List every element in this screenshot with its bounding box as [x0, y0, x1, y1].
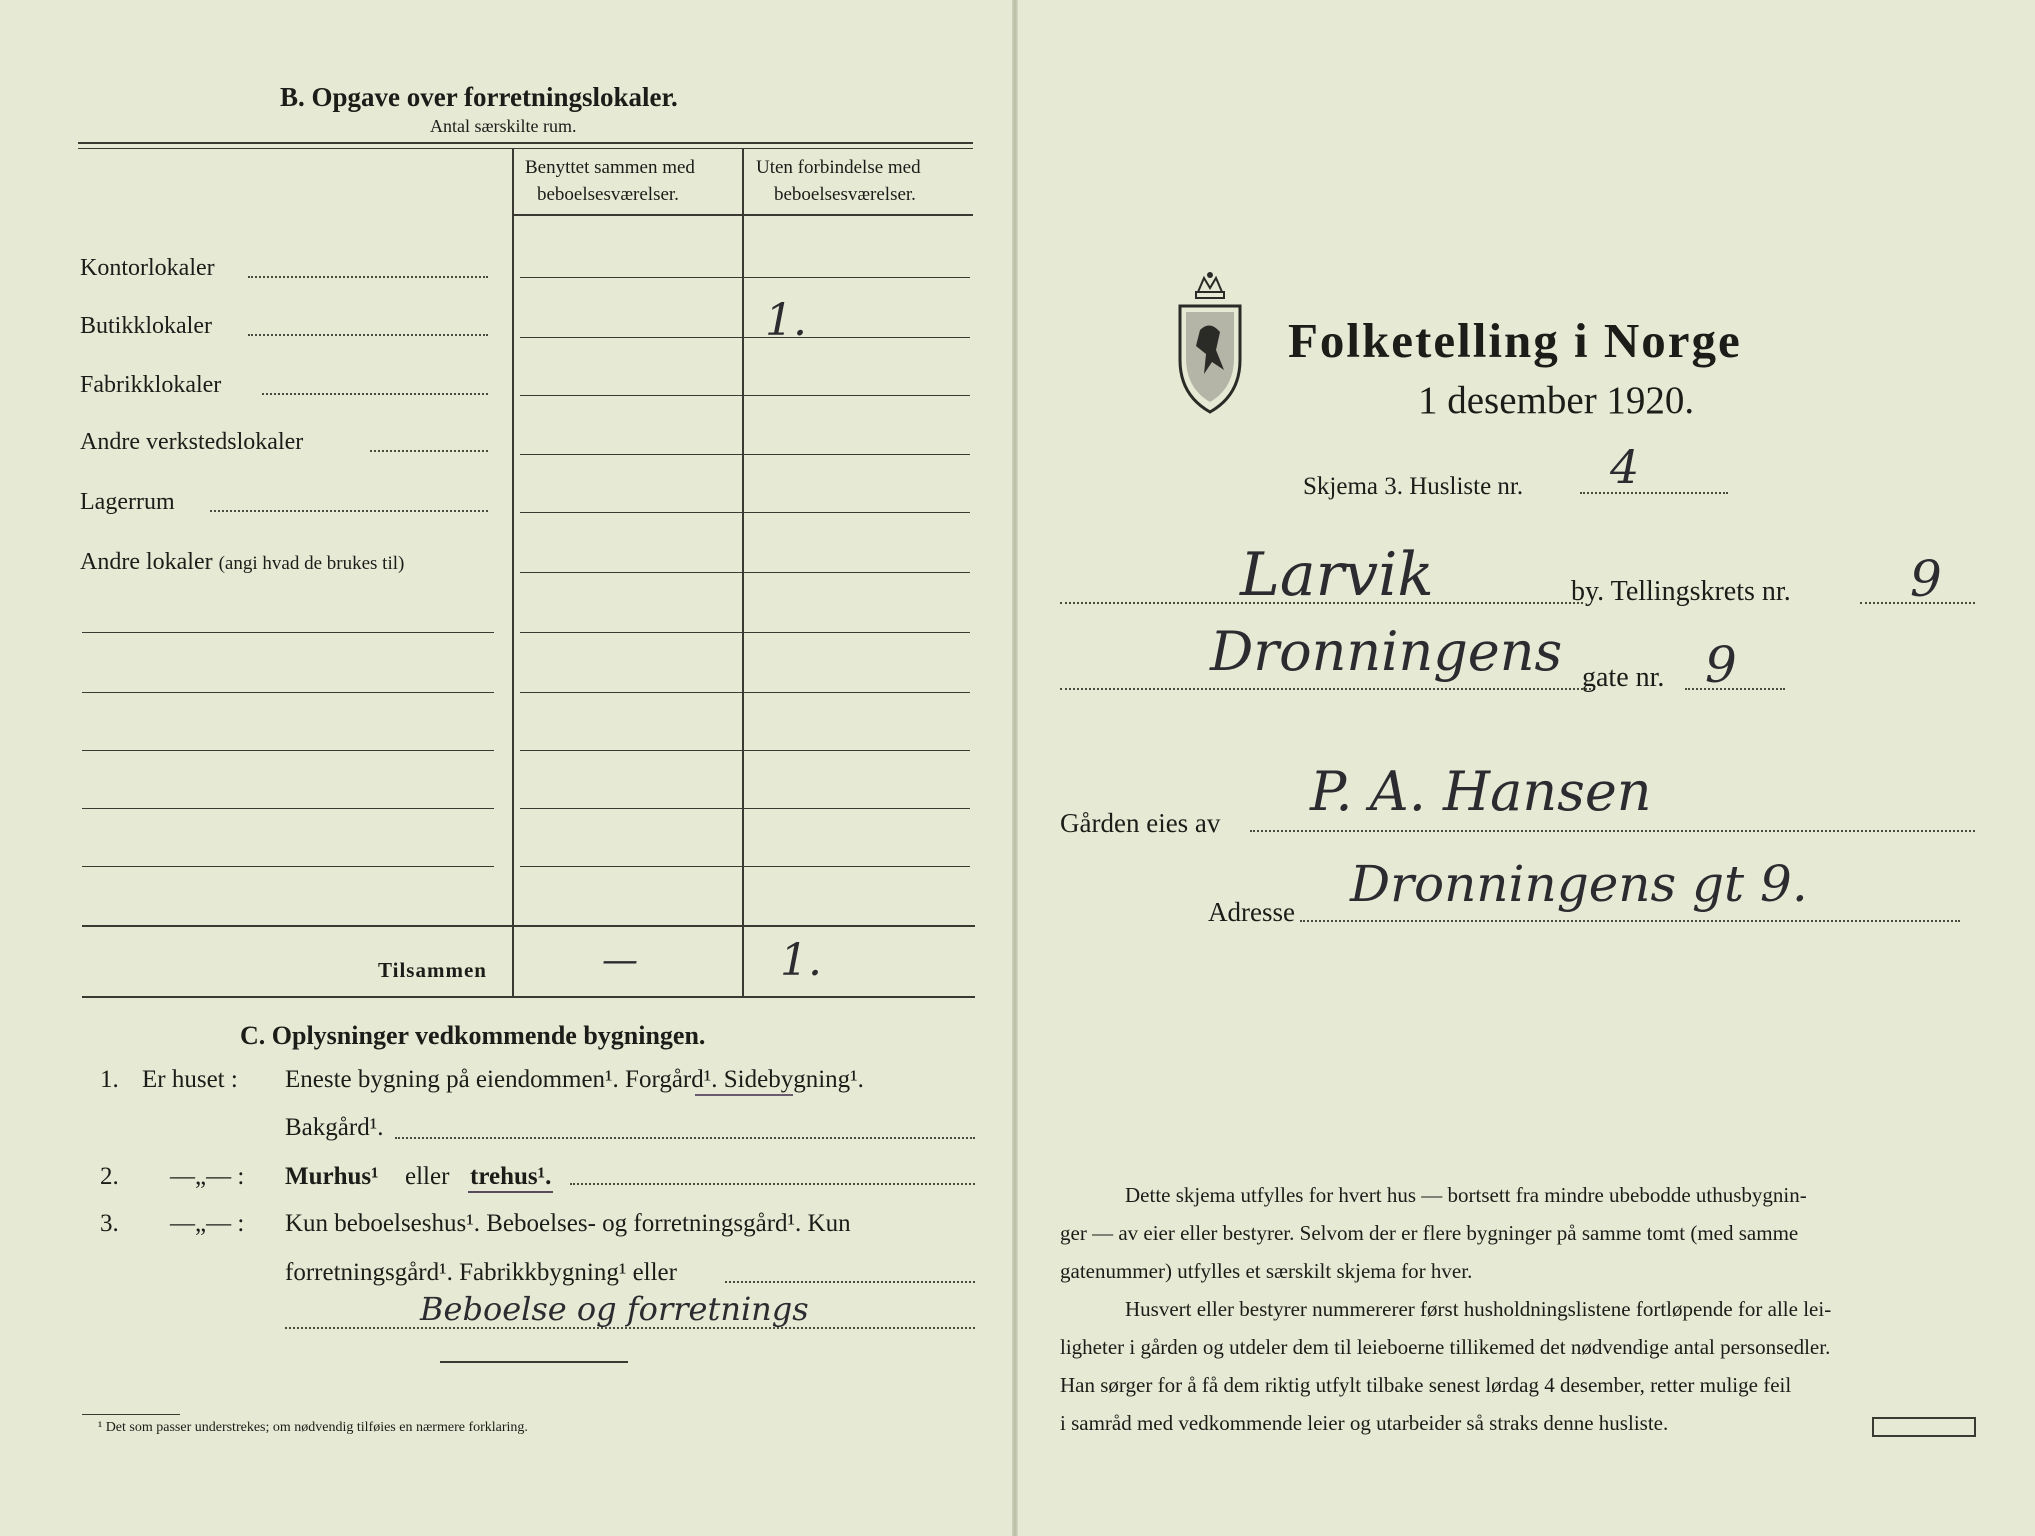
gate-nr-value: 9: [1705, 636, 1737, 694]
row-rule: [520, 866, 970, 867]
instruction-line-6: Han sørger for å få dem riktig utfylt tilbake senest lørdag 4 desember, retter mulige feil: [1060, 1373, 1792, 1397]
table-divider-2: [742, 148, 744, 998]
total-bottom-rule: [82, 996, 975, 998]
instruction-line-5: ligheter i gården og utdeler dem til leieboerne tillikemed det nødvendige antal personsedler.: [1060, 1335, 1831, 1359]
right-page: [1020, 0, 2035, 1536]
blank-rule: [82, 692, 494, 693]
q2-fill-line: [570, 1183, 975, 1185]
q2-lead: —„— :: [170, 1163, 245, 1190]
q3-answer-line: [285, 1327, 975, 1329]
city-value: Larvik: [1240, 540, 1434, 610]
street-line: [1060, 688, 1595, 690]
row-leader: [248, 276, 488, 278]
q3-handwritten-answer: Beboelse og forretnings: [420, 1290, 809, 1328]
footnote: ¹ Det som passer understrekes; om nødvendig tilføies en nærmere forklaring.: [98, 1420, 528, 1435]
andre-lokaler-hint: (angi hvad de brukes til): [218, 553, 405, 574]
section-c-heading: C. Oplysninger vedkommende bygningen.: [240, 1021, 706, 1050]
page-fold: [1012, 0, 1018, 1536]
q3-number: 3.: [100, 1210, 119, 1237]
row-rule: [520, 808, 970, 809]
row-leader: [248, 334, 488, 336]
q2-number: 2.: [100, 1163, 119, 1190]
form-title: Folketelling i Norge: [1288, 313, 1742, 368]
blank-rule: [82, 632, 494, 633]
total-col2-value: 1.: [780, 935, 822, 986]
total-col1-value: —: [602, 940, 638, 981]
instruction-line-1: Dette skjema utfylles for hvert hus — bortsett fra mindre ubebodde uthusbygnin-: [1125, 1183, 1807, 1207]
table-top-rule-thin: [78, 148, 973, 149]
form-date: 1 desember 1920.: [1418, 379, 1695, 422]
col1-header-line2: beboelsesværelser.: [537, 184, 679, 205]
col2-header-line1: Uten forbindelse med: [756, 157, 921, 178]
instruction-line-7: i samråd med vedkommende leier og utarbeider så straks denne husliste.: [1060, 1411, 1669, 1435]
address-label: Adresse: [1208, 897, 1295, 927]
header-rule: [512, 214, 973, 216]
instruction-line-4: Husvert eller bestyrer nummererer først husholdningslistene fortløpende for alle lei-: [1125, 1297, 1832, 1321]
left-page: [0, 0, 1010, 1536]
row-label-andre-lokaler: [80, 549, 404, 576]
row-rule: [520, 454, 970, 455]
section-b-heading: B. Opgave over forretningslokaler.: [280, 82, 678, 112]
row-rule: [520, 337, 970, 338]
instruction-line-3: gatenummer) utfylles et særskilt skjema for hver.: [1060, 1259, 1473, 1283]
norwegian-coat-of-arms-icon: [1170, 270, 1250, 420]
printer-stamp: [1872, 1417, 1976, 1437]
q3-text: Kun beboelseshus¹. Beboelses- og forretningsgård¹. Kun: [285, 1210, 851, 1237]
row-rule: [520, 632, 970, 633]
row-leader: [370, 450, 488, 452]
q3-lead: —„— :: [170, 1210, 245, 1237]
husliste-nr-value: 4: [1610, 440, 1640, 494]
total-top-rule: [82, 925, 975, 927]
col1-header-line1: Benyttet sammen med: [525, 157, 695, 178]
blank-rule: [82, 750, 494, 751]
schema-label: Skjema 3. Husliste nr.: [1303, 473, 1524, 500]
q3-fill-line: [725, 1281, 975, 1283]
row-label-butikklokaler: Butikklokaler: [80, 313, 212, 339]
blank-rule: [82, 866, 494, 867]
q1-lead: Er huset :: [142, 1066, 238, 1093]
row-leader: [210, 510, 488, 512]
butikk-col2-value: 1.: [765, 295, 807, 346]
row-rule: [520, 512, 970, 513]
table-divider-1: [512, 148, 514, 998]
owner-label: Gården eies av: [1060, 808, 1221, 838]
city-line: [1060, 602, 1583, 604]
address-value: Dronningens gt 9.: [1350, 855, 1808, 913]
row-label-fabrikklokaler: Fabrikklokaler: [80, 372, 222, 398]
owner-line: [1250, 830, 1975, 832]
owner-value: P. A. Hansen: [1310, 760, 1652, 823]
row-leader: [262, 393, 488, 395]
q2-murhus: Murhus¹: [285, 1163, 379, 1190]
footnote-rule: [82, 1414, 180, 1415]
row-rule: [520, 277, 970, 278]
q1-number: 1.: [100, 1066, 119, 1093]
q1-fill-line: [395, 1137, 975, 1139]
row-label-andre-verksted: Andre verkstedslokaler: [80, 429, 304, 455]
q2-trehus: trehus¹.: [470, 1163, 552, 1190]
address-line: [1300, 920, 1960, 922]
q2-eller: eller: [405, 1163, 450, 1190]
section-b-subheading: Antal særskilte rum.: [430, 116, 577, 136]
husliste-line: [1580, 492, 1728, 494]
row-label-lagerrum: Lagerrum: [80, 489, 175, 515]
blank-rule: [82, 808, 494, 809]
q1-continuation: Bakgård¹.: [285, 1114, 384, 1141]
by-label: by. Tellingskrets nr.: [1571, 576, 1791, 607]
street-value: Dronningens: [1210, 620, 1563, 683]
forgard-underline: [695, 1094, 793, 1096]
row-rule: [520, 750, 970, 751]
table-top-rule: [78, 142, 973, 144]
section-c-end-rule: [440, 1361, 628, 1363]
tellingskrets-nr-value: 9: [1910, 550, 1942, 608]
row-rule: [520, 572, 970, 573]
instruction-line-2: ger — av eier eller bestyrer. Selvom der er flere bygninger på samme tomt (med samme: [1060, 1221, 1799, 1245]
col2-header-line2: beboelsesværelser.: [774, 184, 916, 205]
gate-nr-line: [1685, 688, 1785, 690]
total-label: Tilsammen: [378, 958, 487, 982]
row-rule: [520, 692, 970, 693]
q3-continuation: forretningsgård¹. Fabrikkbygning¹ eller: [285, 1259, 677, 1286]
row-rule: [520, 395, 970, 396]
andre-lokaler-label: Andre lokaler: [80, 549, 213, 575]
gate-label: gate nr.: [1582, 662, 1665, 693]
tellingskrets-line: [1860, 602, 1975, 604]
trehus-underline: [468, 1191, 553, 1193]
q1-text: Eneste bygning på eiendommen¹. Forgård¹. Sidebygning¹.: [285, 1066, 864, 1093]
row-label-kontorlokaler: Kontorlokaler: [80, 255, 215, 281]
